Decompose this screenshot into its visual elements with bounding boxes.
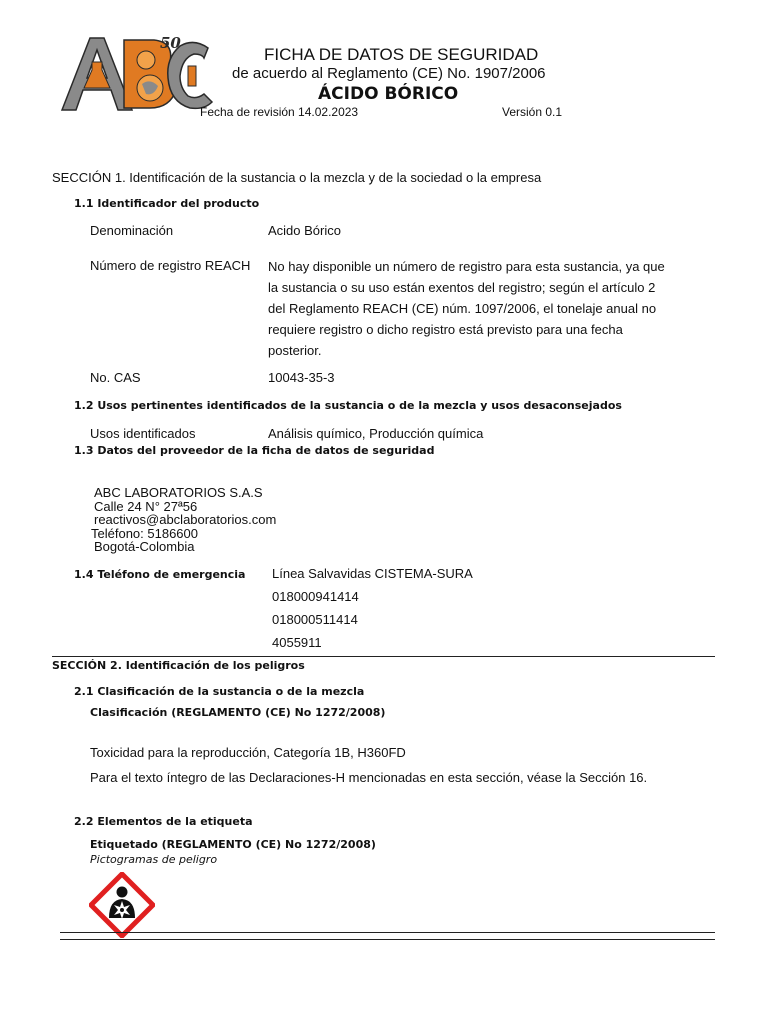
labelling-subheading: Etiquetado (REGLAMENTO (CE) No 1272/2008)	[90, 838, 376, 851]
emergency-number: 018000941414	[272, 589, 359, 604]
company-logo	[58, 32, 223, 114]
h-statement-note: Para el texto íntegro de las Declaraciones-H mencionadas en esta sección, véase la Sección 16.	[90, 770, 648, 785]
classification-subheading: Clasificación (REGLAMENTO (CE) No 1272/2008)	[90, 706, 386, 719]
cas-value: 10043-35-3	[268, 370, 335, 385]
section-1-1-heading: 1.1 Identificador del producto	[74, 197, 260, 210]
svg-text:50: 50	[160, 34, 181, 52]
emergency-number: 4055911	[272, 635, 322, 650]
divider	[52, 656, 715, 657]
supplier-email[interactable]: reactivos@abclaboratorios.com	[94, 512, 277, 527]
emergency-line-name: Línea Salvavidas CISTEMA-SURA	[272, 566, 473, 581]
revision-date: Fecha de revisión 14.02.2023	[200, 105, 359, 119]
product-name: ÁCIDO BÓRICO	[318, 84, 459, 104]
pictograms-label: Pictogramas de peligro	[90, 853, 218, 866]
supplier-city: Bogotá-Colombia	[94, 539, 195, 554]
footer-divider	[60, 932, 715, 933]
emergency-number: 018000511414	[272, 612, 358, 627]
section-2-2-heading: 2.2 Elementos de la etiqueta	[74, 815, 253, 828]
cas-label: No. CAS	[90, 370, 141, 385]
denominacion-value: Acido Bórico	[268, 223, 341, 238]
section2-heading: SECCIÓN 2. Identificación de los peligros	[52, 659, 305, 672]
version-label: Versión 0.1	[502, 105, 563, 119]
supplier-company: ABC LABORATORIOS S.A.S	[94, 485, 263, 500]
supplier-phone: Teléfono: 5186600	[91, 526, 198, 541]
section-1-4-heading: 1.4 Teléfono de emergencia	[74, 568, 246, 581]
classification-value: Toxicidad para la reproducción, Categoría 1B, H360FD	[90, 745, 406, 760]
section-1-2-heading: 1.2 Usos pertinentes identificados de la sustancia o de la mezcla y usos desaconsejados	[74, 399, 622, 412]
usos-value: Análisis químico, Producción química	[268, 426, 484, 441]
section1-heading: SECCIÓN 1. Identificación de la sustancia o la mezcla y de la sociedad o la empresa	[52, 170, 542, 185]
supplier-address: Calle 24 N° 27ª56	[94, 499, 198, 514]
section-1-3-heading: 1.3 Datos del proveedor de la ficha de datos de seguridad	[74, 444, 435, 457]
health-hazard-icon	[89, 872, 155, 938]
usos-label: Usos identificados	[90, 426, 196, 441]
denominacion-label: Denominación	[90, 223, 174, 238]
section-2-1-heading: 2.1 Clasificación de la sustancia o de la mezcla	[74, 685, 365, 698]
reach-value: No hay disponible un número de registro para esta sustancia, ya que la sustancia o su uso están exentos del registro; según el artículo 2 del Reglamento REACH (CE) núm. 1097/2006, el tonelaje anual no requiere registro o dicho registro está previsto para una fecha posterior.	[268, 259, 665, 358]
regulation-line: de acuerdo al Reglamento (CE) No. 1907/2006	[232, 65, 546, 82]
document-title: FICHA DE DATOS DE SEGURIDAD	[264, 45, 539, 64]
footer-divider	[60, 939, 715, 940]
reach-label: Número de registro REACH	[90, 258, 251, 273]
